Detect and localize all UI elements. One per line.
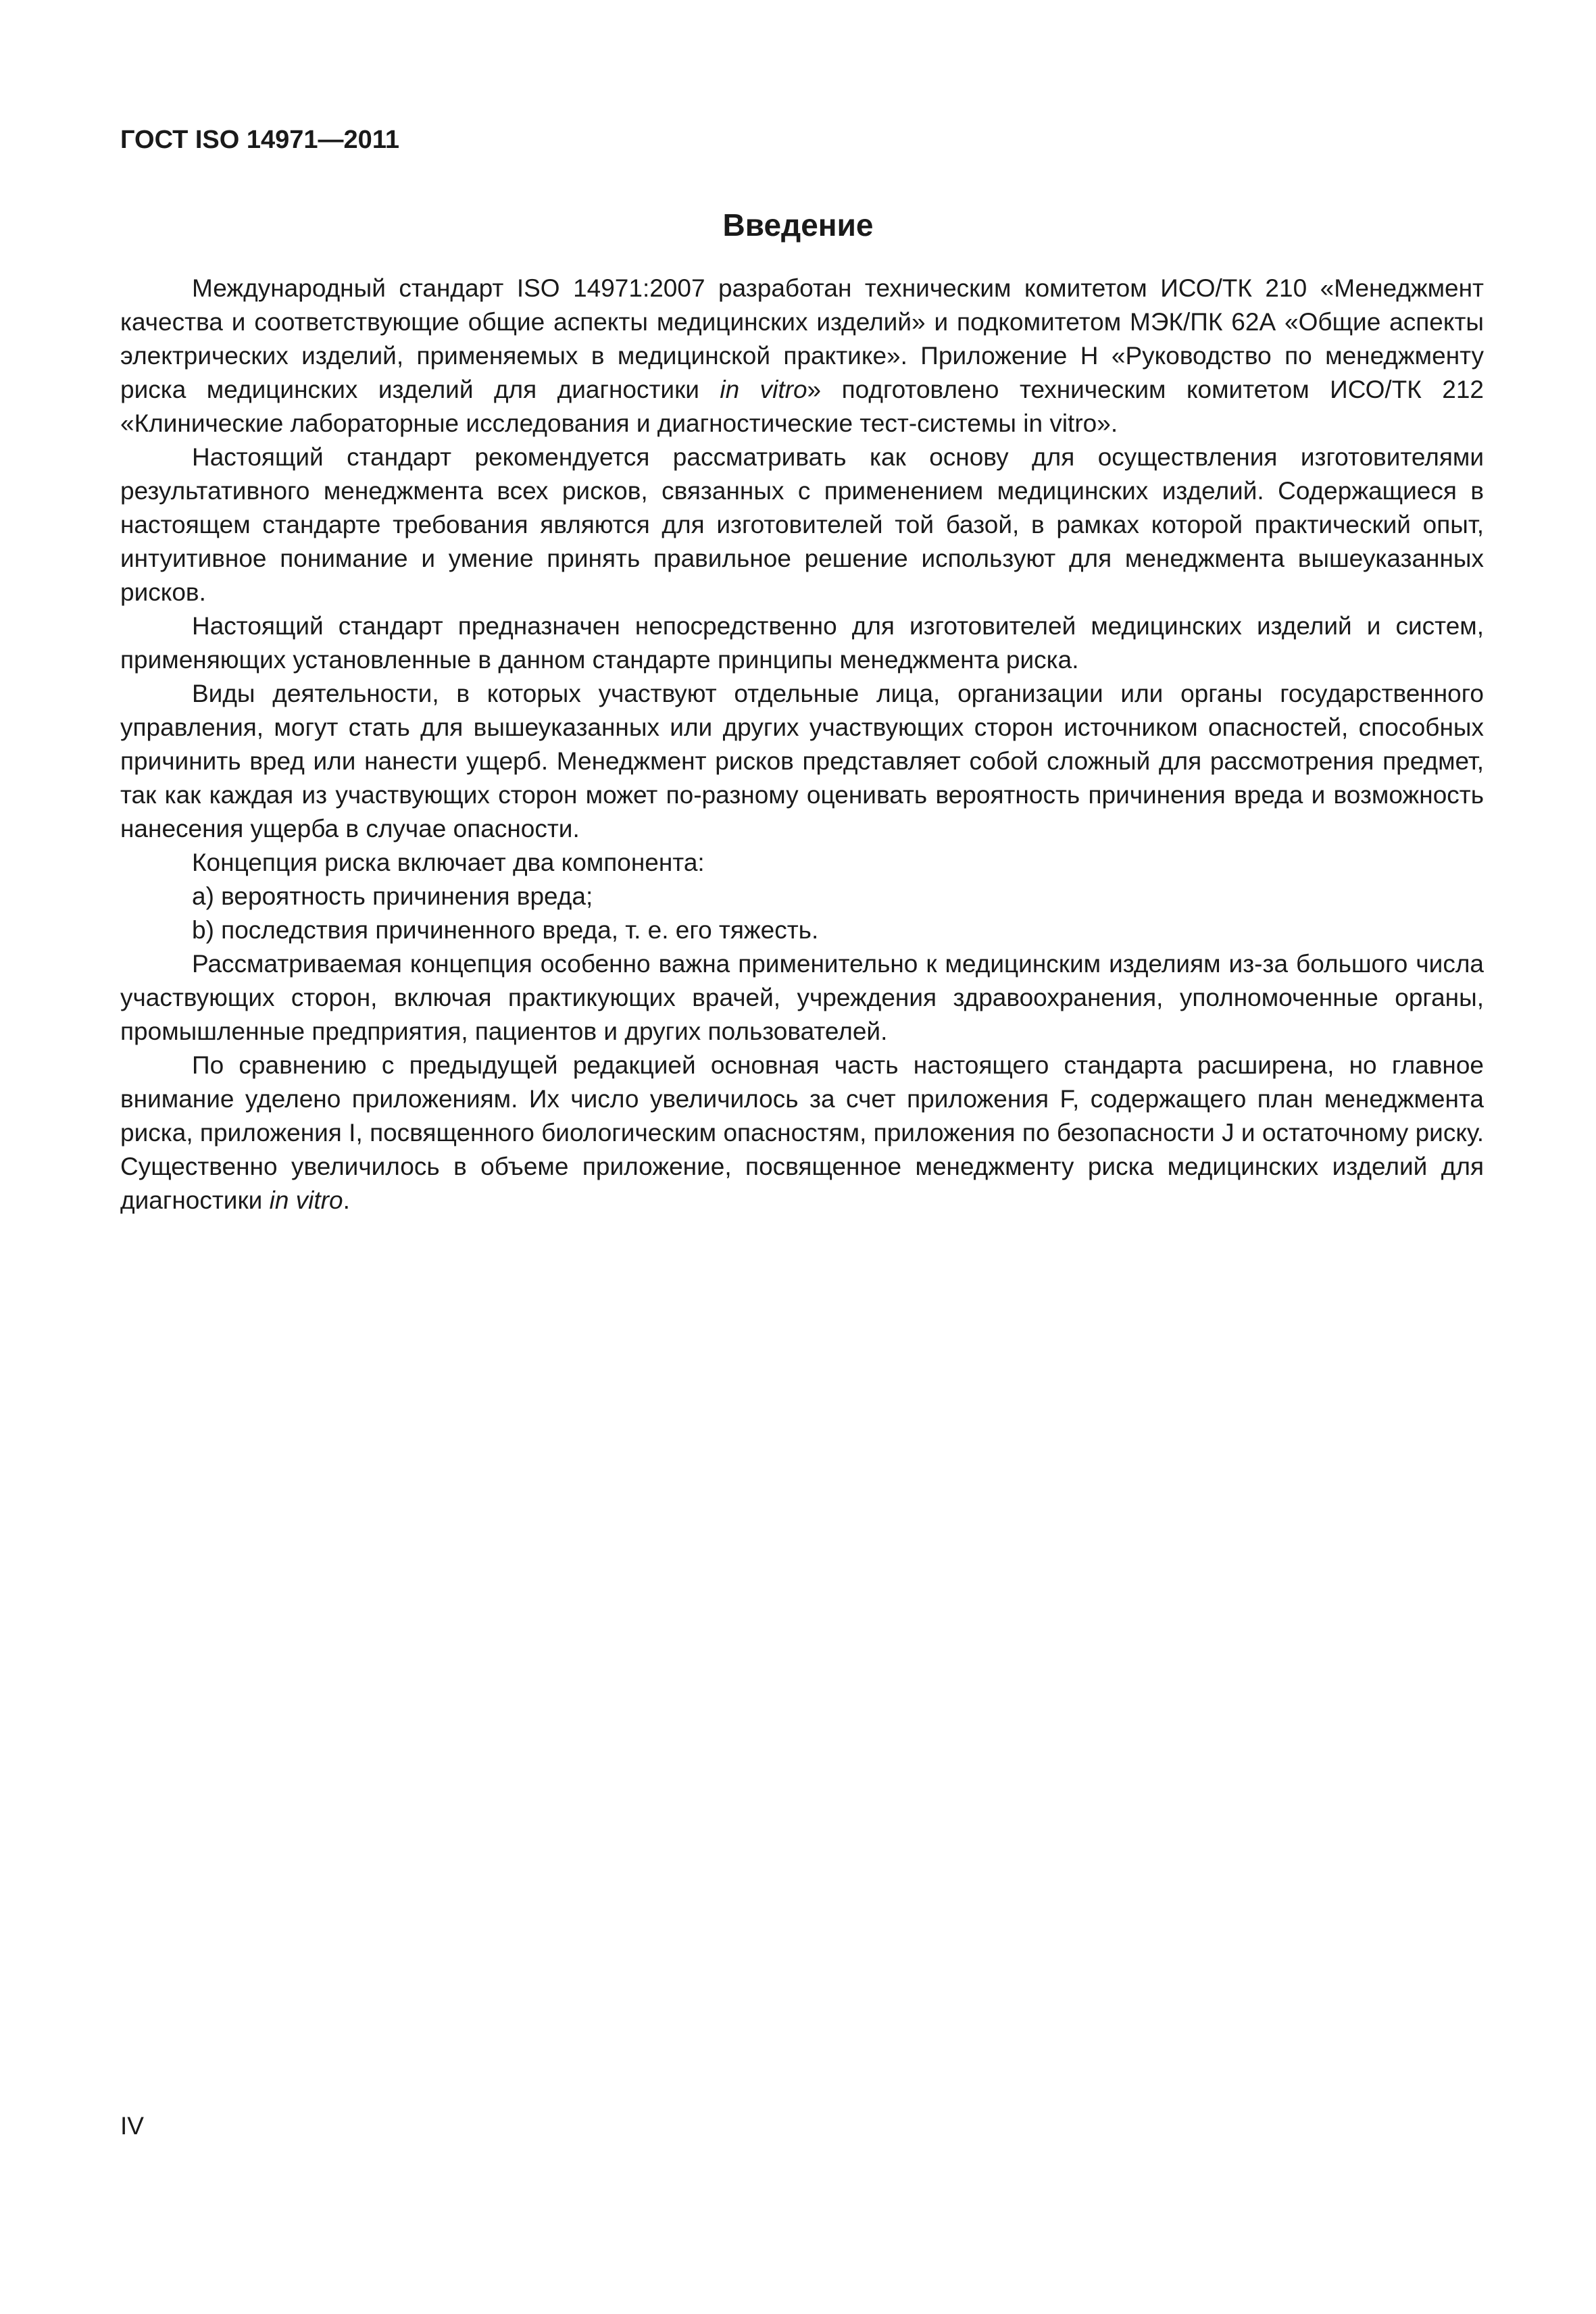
introduction-body (120, 272, 1484, 1217)
paragraph-7-italic: in vitro (269, 1186, 343, 1214)
list-item-b: b) последствия причиненного вреда, т. е. его тяжесть. (192, 916, 819, 944)
paragraph-4: Виды деятельности, в которых участвуют отдельные лица, организации или органы государственного управления, могут стать для вышеуказанных или других участвующих сторон источником опасностей, способных причинить вред или нанести ущерб. Менеджмент рисков представляет собой сложный для рассмотрения предмет, так как каждая из участвующих сторон может по-разному оценивать вероятность причинения вреда и возможность нанесения ущерба в случае опасности. (120, 680, 1484, 842)
paragraph-7 (120, 1049, 1484, 1217)
page-number: IV (120, 2112, 144, 2140)
paragraph-3: Настоящий стандарт предназначен непосредственно для изготовителей медицинских изделий и систем, применяющих установленные в данном стандарте принципы менеджмента риска. (120, 612, 1484, 674)
section-title: Введение (722, 207, 874, 243)
standard-designation: ГОСТ ISO 14971—2011 (120, 126, 399, 154)
paragraph-6: Рассматриваемая концепция особенно важна применительно к медицинским изделиям из-за большого числа участвующих сторон, включая практикующих врачей, учреждения здравоохранения, уполномоченные органы, промышленные предприятия, пациентов и других пользователей. (120, 950, 1484, 1045)
paragraph-7-text-a: По сравнению с предыдущей редакцией основная часть настоящего стандарта расширена, но главное внимание уделено приложениям. Их число увеличилось за счет приложения F, содержащего план менеджмента риска, приложения I, посвященного биологическим опасностям, приложения по безопасности J и остаточному риску. Существенно увеличилось в объеме приложение, посвященное менеджменту риска медицинских изделий для диагностики (120, 1051, 1484, 1214)
paragraph-7-text-b: . (343, 1186, 350, 1214)
list-item-a: a) вероятность причинения вреда; (192, 882, 593, 910)
paragraph-1 (120, 272, 1484, 441)
paragraph-5: Концепция риска включает два компонента: (192, 849, 705, 876)
paragraph-1-italic: in vitro (720, 376, 807, 403)
paragraph-1-text-a: Международный стандарт ISO 14971:2007 разработан техническим комитетом ИСО/ТК 210 «Менеджмент качества и соответствующие общие аспекты медицинских изделий» и подкомитетом МЭК/ПК 62А «Общие аспекты электрических изделий, применяемых в медицинской практике». Приложение Н «Руководство по менеджменту риска медицинских изделий для диагностики (120, 274, 1484, 403)
paragraph-2: Настоящий стандарт рекомендуется рассматривать как основу для осуществления изготовителями результативного менеджмента всех рисков, связанных с применением медицинских изделий. Содержащиеся в настоящем стандарте требования являются для изготовителей той базой, в рамках которой практический опыт, интуитивное понимание и умение принять правильное решение используют для менеджмента вышеуказанных рисков. (120, 443, 1484, 606)
paragraph-1-text-b: » подготовлено техническим комитетом ИСО/ТК 212 «Клинические лабораторные исследования и диагностические тест-системы in vitro». (120, 376, 1484, 437)
